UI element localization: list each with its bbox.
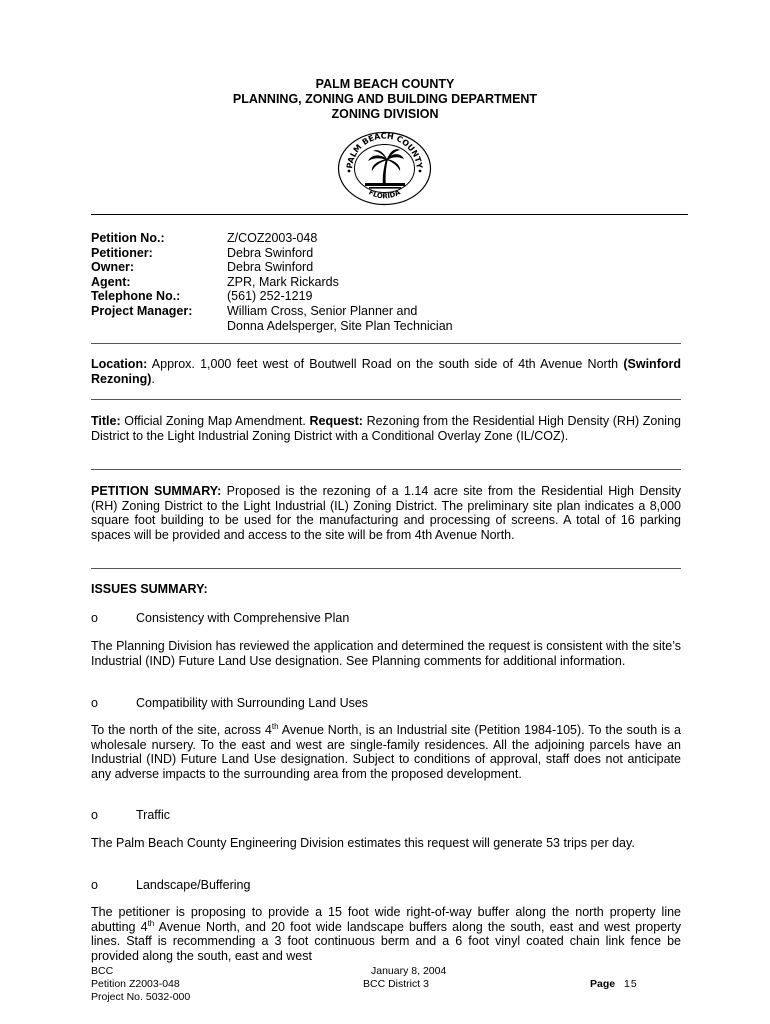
ordinal-suffix: th (271, 721, 279, 731)
footer-meeting: BCC (91, 965, 114, 977)
petition-row (91, 289, 453, 304)
footer-page (590, 978, 638, 991)
issue-paragraph (91, 723, 681, 781)
section-divider (91, 399, 681, 400)
county-seal-logo (335, 131, 434, 206)
title-label: Title: (91, 414, 121, 428)
location-end: . (151, 371, 155, 386)
footer-district: BCC District 3 (363, 978, 429, 990)
header-county: PALM BEACH COUNTY (315, 77, 455, 91)
header-department: PLANNING, ZONING AND BUILDING DEPARTMENT (232, 92, 538, 106)
petition-value: ZPR, Mark Rickards (227, 274, 339, 289)
petition-value: (561) 252-1219 (227, 289, 313, 304)
section-divider (91, 568, 681, 569)
petition-label: Telephone No.: (91, 289, 181, 304)
petition-label: Petition No.: (91, 231, 165, 245)
issue-text-before: To the north of the site, across 4 (91, 723, 272, 737)
petition-row (91, 319, 453, 334)
petition-label: Owner: (91, 260, 135, 275)
page-label: Page (590, 978, 616, 990)
petition-label: Project Manager: (91, 303, 193, 318)
request-label: Request: (309, 414, 363, 428)
issue-text-after: Avenue North, is an Industrial site (Petition 1984-105). To the south is a wholesale nursery. To the east and west are single-family residences. All the adjoining parcels have an Industrial (IND) Future Land Use designation. Subject to conditions of approval, staff does not anticipate any adverse impacts to the surrounding area from the proposed development. (91, 723, 682, 781)
petition-row (91, 231, 453, 246)
title-paragraph (91, 414, 681, 443)
location-project-name: (Swinford Rezoning) (91, 357, 681, 386)
issue-text-after: Avenue North, and 20 foot wide landscape buffers along the south, east and west property lines. Staff is recommending a 3 foot continuous berm and a 6 foot vinyl coated chain link fence be provided along the south, east and west (91, 919, 681, 963)
petition-value: Z/COZ2003-048 (227, 231, 318, 245)
petition-value: Debra Swinford (227, 260, 314, 275)
issue-bullet (91, 611, 681, 626)
ordinal-suffix: th (147, 918, 155, 928)
document-header (0, 77, 770, 122)
header-divider (91, 214, 688, 215)
bullet-mark: o (91, 808, 98, 822)
header-division: ZONING DIVISION (331, 107, 439, 121)
footer-date: January 8, 2004 (371, 965, 447, 977)
petition-summary-label: PETITION SUMMARY: (91, 484, 222, 498)
section-divider (91, 343, 681, 344)
footer-project: Project No. 5032-000 (91, 991, 191, 1003)
issue-paragraph (91, 639, 681, 668)
issue-title: Landscape/Buffering (136, 878, 251, 892)
petition-summary-paragraph (91, 484, 681, 542)
footer-left (91, 965, 190, 1004)
issues-summary-heading: ISSUES SUMMARY: (91, 582, 208, 596)
issue-bullet (91, 878, 681, 893)
issue-paragraph (91, 836, 681, 851)
issue-text-before: The petitioner is proposing to provide a 15 foot wide right-of-way buffer along the north property line abutting 4 (91, 905, 681, 934)
issue-bullet (91, 696, 681, 711)
footer-center (363, 965, 446, 991)
bullet-mark: o (91, 878, 98, 892)
petition-row (91, 275, 453, 290)
petition-row (91, 246, 453, 261)
petition-summary-text: Proposed is the rezoning of a 1.14 acre site from the Residential High Density (RH) Zoning District to the Light Industrial (IL) Zoning District. The preliminary site plan indicates a 8,000 square foot building to be used for the manufacturing and processing of screens. A total of 16 parking spaces will be provided and access to the site will be from 4th Avenue North. (91, 484, 681, 542)
issue-title: Compatibility with Surrounding Land Uses (136, 696, 369, 710)
section-divider (91, 469, 681, 470)
petition-value: William Cross, Senior Planner and (227, 303, 418, 318)
footer-petition: Petition Z2003-048 (91, 978, 180, 990)
page-number: 15 (624, 978, 638, 990)
issue-title: Consistency with Comprehensive Plan (136, 611, 350, 625)
svg-text:FLORIDA: FLORIDA (367, 188, 402, 201)
petition-row (91, 304, 453, 319)
bullet-mark: o (91, 696, 98, 710)
petition-label: Petitioner: (91, 245, 153, 260)
petition-info (91, 231, 453, 333)
petition-value: Debra Swinford (227, 245, 314, 260)
petition-label (91, 319, 227, 334)
request-text: Rezoning from the Residential High Density (RH) Zoning District to the Light Industrial Zoning District with a Conditional Overlay Zone (IL/COZ). (91, 414, 681, 443)
issue-text: The Planning Division has reviewed the application and determined the request is consistent with the site’s Industrial (IND) Future Land Use designation. See Planning comments for additional information. (91, 639, 681, 668)
issue-bullet (91, 808, 681, 823)
petition-label: Agent: (91, 274, 131, 289)
issue-title: Traffic (136, 808, 171, 822)
petition-row (91, 260, 453, 275)
location-paragraph (91, 357, 681, 386)
bullet-mark: o (91, 611, 98, 625)
title-text: Official Zoning Map Amendment. (120, 414, 310, 428)
petition-value: Donna Adelsperger, Site Plan Technician (227, 318, 453, 333)
location-text: Approx. 1,000 feet west of Boutwell Road on the south side of 4th Avenue North (147, 357, 624, 371)
location-label: Location: (91, 357, 148, 371)
svg-text:PALM BEACH COUNTY: PALM BEACH COUNTY (345, 131, 424, 170)
issue-paragraph (91, 905, 681, 963)
issue-text: The Palm Beach County Engineering Division estimates this request will generate 53 trips per day. (91, 836, 635, 850)
